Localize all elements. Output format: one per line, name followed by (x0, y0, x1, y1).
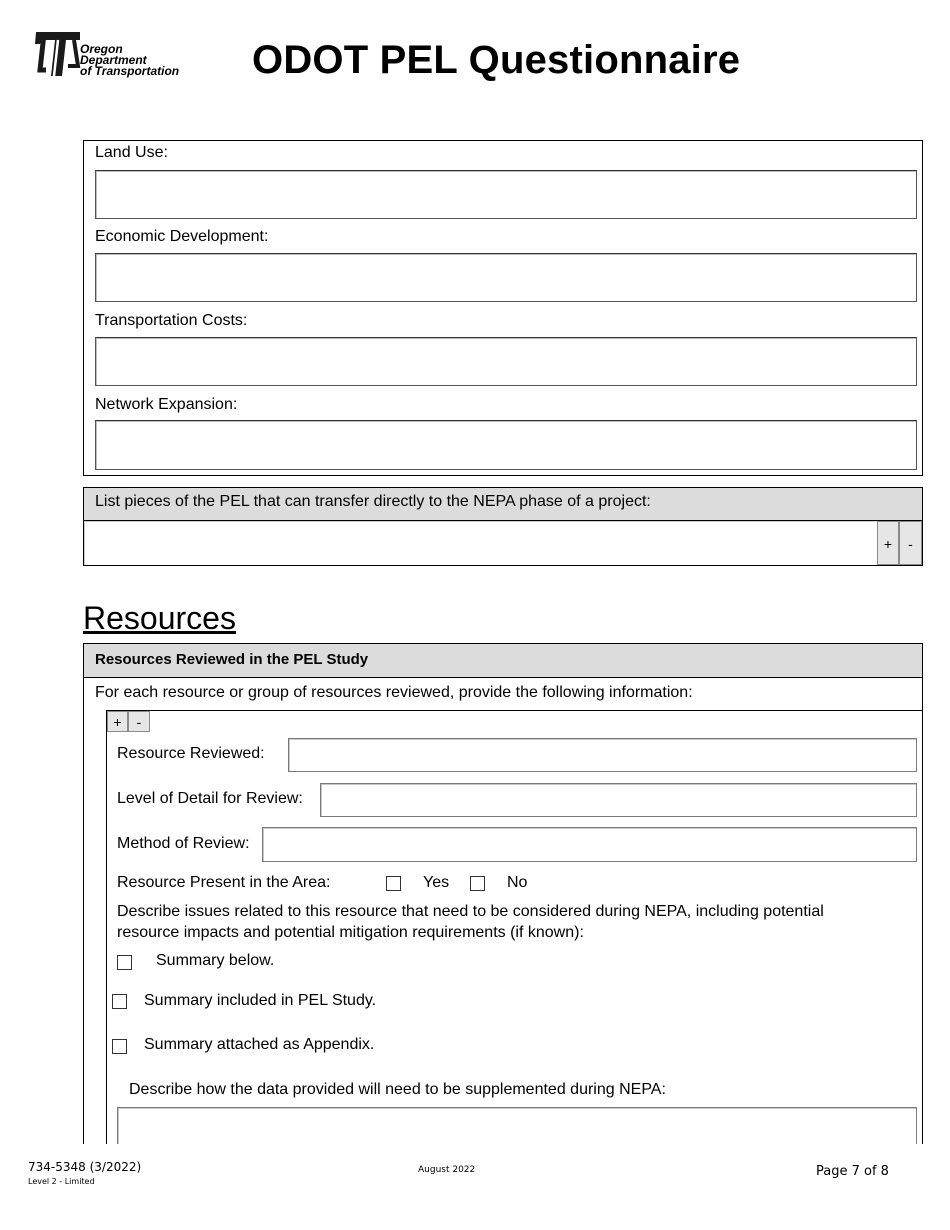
network-expansion-label: Network Expansion: (95, 396, 238, 413)
resource-reviewed-input[interactable] (288, 738, 917, 772)
summary-below-checkbox[interactable] (117, 955, 132, 970)
transfer-heading: List pieces of the PEL that can transfer directly to the NEPA phase of a project: (95, 493, 651, 510)
present-no-label: No (507, 874, 528, 891)
network-expansion-input[interactable] (95, 420, 917, 470)
level-detail-label: Level of Detail for Review: (117, 790, 303, 807)
level-detail-input[interactable] (320, 783, 917, 817)
present-yes-label: Yes (423, 874, 450, 891)
summary-attached-checkbox[interactable] (112, 1039, 127, 1054)
land-use-input[interactable] (95, 170, 917, 219)
transportation-costs-input[interactable] (95, 337, 917, 386)
resource-add-button[interactable]: + (107, 711, 128, 732)
summary-attached-label: Summary attached as Appendix. (144, 1036, 375, 1053)
transfer-remove-button[interactable]: - (899, 521, 922, 565)
summary-included-checkbox[interactable] (112, 994, 127, 1009)
page-title: ODOT PEL Questionnaire (252, 38, 741, 82)
resource-present-label: Resource Present in the Area: (117, 874, 331, 891)
logo-line-3: of Transportation (80, 64, 180, 78)
logo-line-1: Oregon (80, 42, 123, 56)
supplement-label: Describe how the data provided will need to be supplemented during NEPA: (129, 1081, 666, 1098)
present-yes-checkbox[interactable] (386, 876, 401, 891)
summary-included-label: Summary included in PEL Study. (144, 992, 377, 1009)
transportation-costs-label: Transportation Costs: (95, 312, 248, 329)
transfer-input[interactable] (84, 521, 877, 565)
method-review-label: Method of Review: (117, 835, 250, 852)
land-use-label: Land Use: (95, 144, 168, 161)
present-no-checkbox[interactable] (470, 876, 485, 891)
footer-form-number: 734-5348 (3/2022) (28, 1160, 142, 1174)
footer-level: Level 2 - Limited (28, 1177, 95, 1186)
resources-table-heading: Resources Reviewed in the PEL Study (95, 651, 369, 668)
method-review-input[interactable] (262, 827, 917, 862)
describe-issues-line-1: Describe issues related to this resource that need to be considered during NEPA, including potential (117, 903, 824, 920)
resources-section-title: Resources (83, 600, 236, 636)
supplement-input[interactable] (117, 1107, 917, 1144)
transfer-add-button[interactable]: + (877, 521, 899, 565)
summary-below-label: Summary below. (156, 952, 275, 969)
describe-issues-line-2: resource impacts and potential mitigation requirements (if known): (117, 924, 584, 941)
odot-logo-icon (34, 30, 86, 78)
resource-remove-button[interactable]: - (128, 711, 150, 732)
economic-development-label: Economic Development: (95, 228, 269, 245)
logo-line-2: Department (80, 53, 147, 67)
economic-development-input[interactable] (95, 253, 917, 302)
resource-reviewed-label: Resource Reviewed: (117, 745, 265, 762)
footer-date: August 2022 (418, 1165, 476, 1175)
footer-page-number: Page 7 of 8 (816, 1164, 889, 1179)
resources-instruction: For each resource or group of resources reviewed, provide the following information: (95, 684, 693, 701)
odot-logo-text (80, 44, 179, 77)
